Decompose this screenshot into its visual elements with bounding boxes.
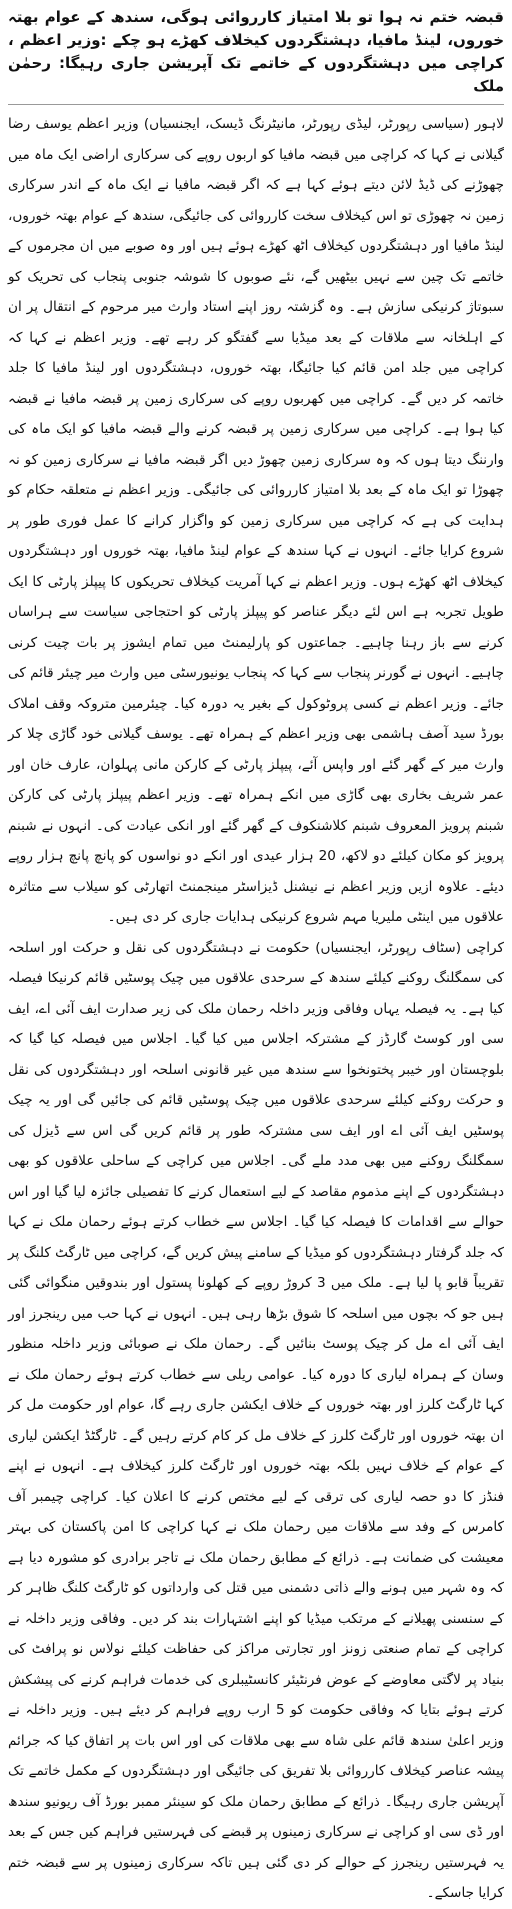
article-paragraph-karachi: کراچی (سٹاف رپورٹر، ایجنسیاں) حکومت نے دہشتگردوں کی نقل و حرکت اور اسلحہ کی سمگلنگ روکنے کیلئے سندھ کے سرحدی علاقوں میں چیک پوسٹیں قائم کرنیکا فیصلہ کیا ہے۔ یہ فیصلہ یہاں وفاقی وزیر داخلہ رحمان ملک کی زیر صدارت ایف آئی اے، ایف سی اور کوسٹ گارڈز کے مشترکہ اجلاس میں کیا گیا۔ اجلاس میں فیصلہ کیا گیا کہ بلوچستان اور خیبر پختونخوا سے سندھ میں غیر قانونی اسلحہ اور دہشتگردوں کی نقل و حرکت روکنے کیلئے سرحدی علاقوں میں چیک پوسٹیں قائم کی جائیں گی اور یہ چیک پوسٹیں ایف آئی اے اور ایف سی مشترکہ طور پر قائم کریں گی اس سے ڈیزل کی سمگلنگ روکنے میں بھی مدد ملے گی۔ اجلاس میں کراچی کے ساحلی علاقوں کو بھی دہشتگردوں کے اپنے مذموم مقاصد کے لیے استعمال کرنے کا تفصیلی جائزہ لیا گیا اور اس حوالے سے اقدامات کا فیصلہ کیا گیا۔ اجلاس سے خطاب کرتے ہوئے رحمان ملک نے کہا کہ جلد گرفتار دہشتگردوں کو میڈیا کے سامنے پیش کریں گے، کراچی میں ٹارگٹ کلنگ پر تقریباً قابو پا لیا ہے۔ ملک میں 3 کروڑ روپے کے کھلونا پستول اور بندوقیں منگوائی گئی ہیں جو کہ بچوں میں اسلحہ کا شوق بڑھا رہی ہیں۔ انہوں نے کہا حب میں رینجرز اور ایف آئی اے مل کر چیک پوسٹ بنائیں گے۔ رحمان ملک نے صوبائی وزیر داخلہ منظور وسان کے ہمراہ لیاری کا دورہ کیا۔ عوامی ریلی سے خطاب کرتے ہوئے رحمان ملک نے کہا ٹارگٹ کلرز اور بھتہ خوروں کے خلاف ایکشن جاری رہے گا، عوام اور حکومت مل کر ان بھتہ خوروں اور ٹارگٹ کلرز کے خلاف مل کر کام کرتے رہیں گے۔ ٹارگٹڈ ایکشن لیاری کے عوام کے خلاف نہیں بلکہ بھتہ خوروں اور ٹارگٹ کلرز کیخلاف ہے۔ انہوں نے اپنے فنڈز کا دو حصہ لیاری کی ترقی کے لیے مختص کرنے کا اعلان کیا۔ کراچی چیمبر آف کامرس کے وفد سے ملاقات میں رحمان ملک نے کہا کراچی کا امن پاکستان کی بہتر معیشت کی ضمانت ہے۔ ذرائع کے مطابق رحمان ملک نے تاجر برادری کو مشورہ دیا ہے کہ وہ شہر میں ہونے والے ذاتی دشمنی میں قتل کی وارداتوں کو ٹارگٹ کلنگ ظاہر کر کے سنسنی پھیلانے کے مرتکب میڈیا کو اپنے اشتہارات بند کر دیں۔ وفاقی وزیر داخلہ نے کراچی کے تمام صنعتی زونز اور تجارتی مراکز کی حفاظت کیلئے نولاس نو پرافٹ کی بنیاد پر لاگتی معاوضے کے عوض فرنٹیئر کانسٹیبلری کی خدمات فراہم کرنے کی پیشکش کرتے ہوئے بتایا کہ وفاقی حکومت کو 5 ارب روپے فراہم کر دیئے ہیں۔ وزیر داخلہ نے وزیر اعلیٰ سندھ قائم علی شاہ سے بھی ملاقات کی اور اس بات پر اتفاق کیا کہ جرائم پیشہ عناصر کیخلاف کارروائی بلا تفریق کی جائیگی اور دہشتگردوں کے مکمل خاتمے تک آپریشن جاری رہیگا۔ ذرائع کے مطابق رحمان ملک کو سینئر ممبر بورڈ آف ریونیو سندھ اور ڈی سی او کراچی نے سرکاری زمینوں پر قبضے کی فہرستیں فراہم کیں جس کے بعد یہ فہرستیں رینجرز کے حوالے کر دی گئی ہیں تاکہ سرکاری زمینوں پر سے قبضہ ختم کرایا جاسکے۔ [8, 939, 505, 1901]
article-headline: قبضہ ختم نہ ہوا تو بلا امتیاز کارروائی ہوگی، سندھ کے عوام بھتہ خوروں، لینڈ مافیا، دہشتگردوں کیخلاف کھڑے ہو چکے :وزیر اعظم ، کراچی میں دہشتگردوں کے خاتمے تک آپریشن جاری رہیگا: رحمٰن ملک [8, 6, 504, 105]
article-paragraph-lahore: لاہور (سیاسی رپورٹر، لیڈی رپورٹر، مانیٹرنگ ڈیسک، ایجنسیاں) وزیر اعظم یوسف رضا گیلانی نے کہا کہ کراچی میں قبضہ مافیا کو اربوں روپے کی سرکاری اراضی ایک ماہ میں چھوڑنے کی ڈیڈ لائن دیتے ہوئے کہا ہے کہ اگر قبضہ مافیا نے ایک ماہ کے اندر سرکاری زمین نہ چھوڑی تو اس کیخلاف سخت کارروائی کی جائیگی، سندھ کے عوام بھتہ خوروں، لینڈ مافیا اور دہشتگردوں کیخلاف اٹھ کھڑے ہوئے ہیں اور وہ صوبے میں ان مجرموں کے خاتمے تک چین سے نہیں بیٹھیں گے، نئے صوبوں کا شوشہ جنوبی پنجاب کی تحریک کو سبوتاژ کرنیکی سازش ہے۔ وہ گزشتہ روز اپنے استاد وارث میر مرحوم کے انتقال پر ان کے اہلخانہ سے ملاقات کے بعد میڈیا سے گفتگو کر رہے تھے۔ وزیر اعظم نے کہا کہ کراچی میں جلد امن قائم کیا جائیگا، بھتہ خوروں، دہشتگردوں اور لینڈ مافیا کا جلد خاتمہ کر دیں گے۔ کراچی میں کھربوں روپے کی سرکاری زمین پر قبضہ مافیا نے قبضہ کیا ہوا ہے۔ کراچی میں سرکاری زمین پر قبضہ کرنے والے قبضہ مافیا کو ایک ماہ کی وارننگ دیتا ہوں کہ وہ سرکاری زمین چھوڑ دیں اگر قبضہ مافیا نے سرکاری زمین کو نہ چھوڑا تو ایک ماہ کے بعد بلا امتیاز کارروائی کی جائیگی۔ وزیر اعظم نے متعلقہ حکام کو ہدایت کی ہے کہ کراچی میں سرکاری زمین کو واگزار کرانے کا عمل فوری طور پر شروع کرایا جائے۔ انہوں نے کہا سندھ کے عوام لینڈ مافیا، بھتہ خوروں اور دہشتگردوں کیخلاف اٹھ کھڑے ہوں۔ وزیر اعظم نے کہا آمریت کیخلاف تحریکوں کا پیپلز پارٹی کا ایک طویل تجربہ ہے اس لئے دیگر عناصر کو پیپلز پارٹی کو احتجاجی سیاست سے ہراساں کرنے سے باز رہنا چاہیے۔ جماعتوں کو پارلیمنٹ میں تمام ایشوز پر بات چیت کرنی چاہیے۔ انہوں نے گورنر پنجاب سے کہا کہ پنجاب یونیورسٹی میں وارث میر چیئر قائم کی جائے۔ وزیر اعظم نے کسی پروٹوکول کے بغیر یہ دورہ کیا۔ چیئرمین متروکہ وقف املاک بورڈ سید آصف ہاشمی بھی وزیر اعظم کے ہمراہ تھے۔ یوسف گیلانی خود گاڑی چلا کر وارث میر کے گھر گئے اور واپس آئے، پیپلز پارٹی کے کارکن مانی پہلوان، عارف خان اور عمر شریف بخاری بھی گاڑی میں انکے ہمراہ تھے۔ وزیر اعظم پیپلز پارٹی کی کارکن شبنم پرویز المعروف شبنم کلاشنکوف کے گھر گئے اور انکی عیادت کی۔ انہوں نے شبنم پرویز کو مکان کیلئے دو لاکھ، 20 ہزار عیدی اور انکے دو نواسوں کو پانچ پانچ ہزار روپے دیئے۔ علاوہ ازیں وزیر اعظم نے نیشنل ڈیزاسٹر مینجمنٹ اتھارٹی کو سیلاب سے متاثرہ علاقوں میں اینٹی ملیریا مہم شروع کرنیکی ہدایات جاری کر دی ہیں۔ [8, 116, 504, 925]
